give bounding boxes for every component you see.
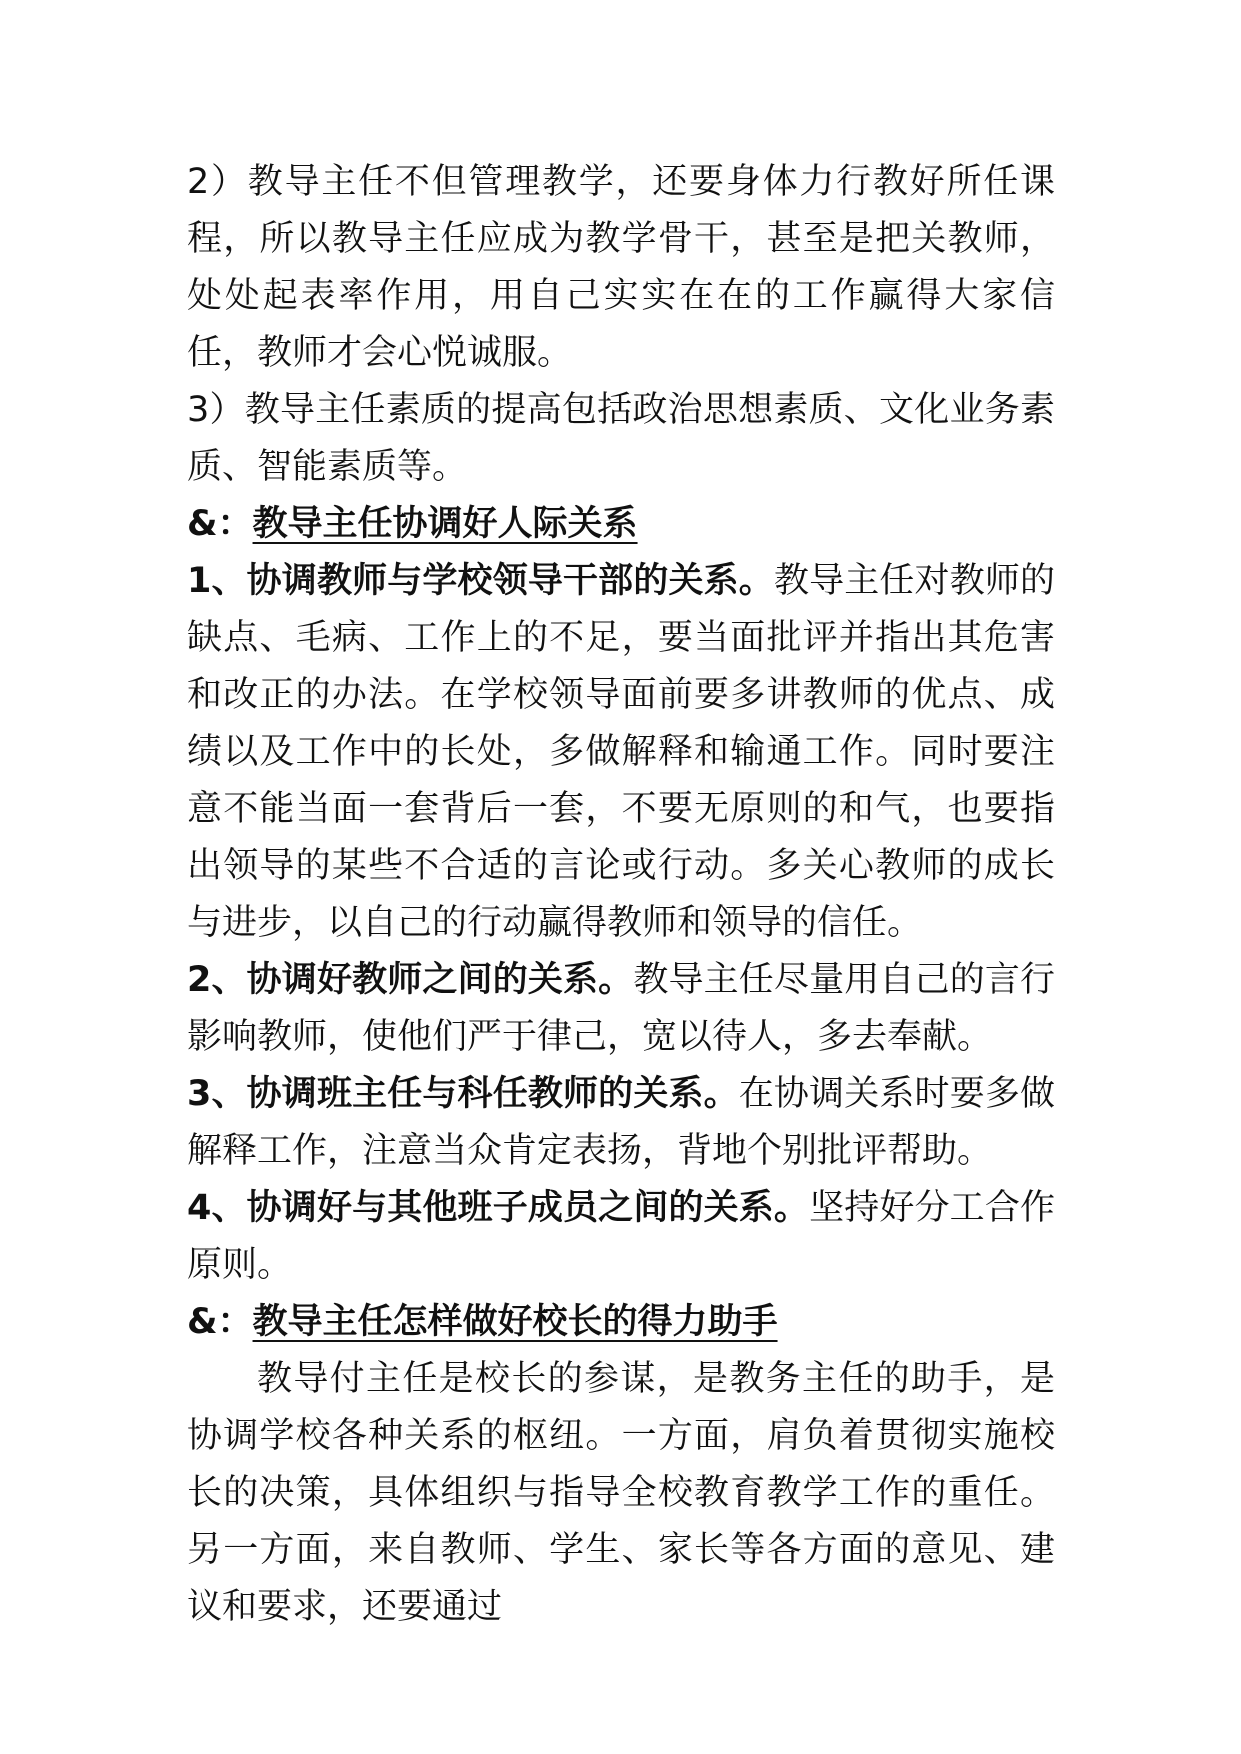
section-heading-principal-assistant [187, 1294, 1055, 1351]
paragraph-coordinate-teachers [187, 952, 1055, 1066]
paragraph-text: 坚持好分工合作原则。 [187, 1188, 1055, 1285]
paragraph-coordinate-leaders [187, 553, 1055, 952]
paragraph-lead: 4、协调好与其他班子成员之间的关系。 [187, 1188, 810, 1228]
paragraph-lead: 3、协调班主任与科任教师的关系。 [187, 1074, 739, 1114]
paragraph-item-2 [187, 154, 1055, 382]
paragraph-text: 2）教导主任不但管理教学，还要身体力行教好所任课程，所以教导主任应成为教学骨干，甚至是把关教师，处处起表率作用，用自己实实在在的工作赢得大家信任，教师才会心悦诚服。 [187, 162, 1055, 373]
section-heading-interpersonal [187, 496, 1055, 553]
paragraph-lead: 1、协调教师与学校领导干部的关系。 [187, 561, 774, 601]
heading-prefix: &： [187, 1302, 253, 1342]
paragraph-text: 在协调关系时要多做解释工作，注意当众肯定表扬，背地个别批评帮助。 [187, 1074, 1055, 1171]
paragraph-text: 教导主任对教师的缺点、毛病、工作上的不足，要当面批评并指出其危害和改正的办法。在学校领导面前要多讲教师的优点、成绩以及工作中的长处，多做解释和输通工作。同时要注意不能当面一套背后一套，不要无原则的和气，也要指出领导的某些不合适的言论或行动。多关心教师的成长与进步，以自己的行动赢得教师和领导的信任。 [187, 561, 1055, 943]
document-body [187, 154, 1055, 1636]
paragraph-text: 教导付主任是校长的参谋，是教务主任的助手，是协调学校各种关系的枢纽。一方面，肩负着贯彻实施校长的决策，具体组织与指导全校教育教学工作的重任。另一方面，来自教师、学生、家长等各方面的意见、建议和要求，还要通过 [187, 1359, 1055, 1627]
heading-text: 教导主任怎样做好校长的得力助手 [252, 1302, 778, 1342]
paragraph-text: 教导主任尽量用自己的言行影响教师，使他们严于律己，宽以待人，多去奉献。 [187, 960, 1055, 1057]
heading-prefix: &： [187, 504, 253, 544]
paragraph-coordinate-team [187, 1180, 1055, 1294]
heading-text: 教导主任协调好人际关系 [252, 504, 638, 544]
paragraph-text: 3）教导主任素质的提高包括政治思想素质、文化业务素质、智能素质等。 [187, 390, 1055, 487]
paragraph-assistant-role [187, 1351, 1055, 1636]
paragraph-lead: 2、协调好教师之间的关系。 [187, 960, 634, 1000]
paragraph-coordinate-class-teachers [187, 1066, 1055, 1180]
paragraph-item-3 [187, 382, 1055, 496]
